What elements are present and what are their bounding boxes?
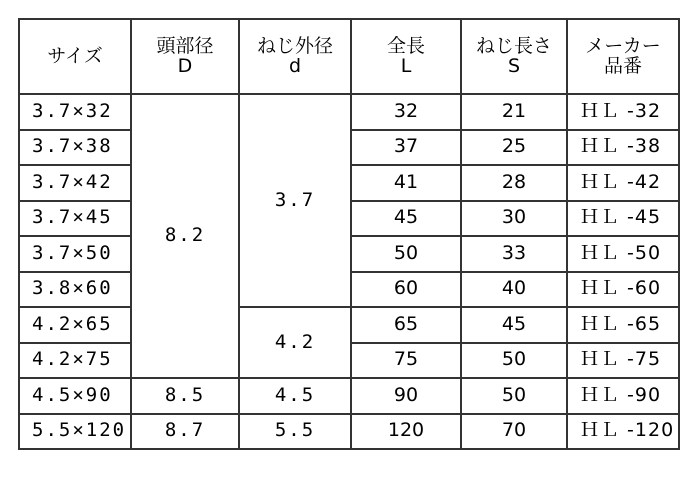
table-row: [19, 307, 679, 343]
size-cell: 3.8×60: [19, 272, 131, 308]
maker-part-cell: ＨＬ -75: [567, 343, 679, 379]
table-row: [19, 414, 679, 450]
size-cell: 3.7×42: [19, 165, 131, 201]
header-thread-diameter: ねじ外径 d: [239, 19, 351, 94]
table-row: [19, 378, 679, 414]
maker-part-cell: ＨＬ -65: [567, 307, 679, 343]
maker-part-cell: ＨＬ -45: [567, 201, 679, 237]
table-row: [19, 94, 679, 130]
header-row: [19, 19, 679, 94]
length-cell: 65: [351, 307, 461, 343]
thread-length-cell: 28: [461, 165, 567, 201]
header-maker-part: メーカー 品番: [567, 19, 679, 94]
thread-diameter-cell: 5.5: [239, 414, 351, 450]
head-diameter-cell: 8.5: [131, 378, 239, 414]
header-size: サイズ: [19, 19, 131, 94]
length-cell: 120: [351, 414, 461, 450]
size-cell: 4.2×75: [19, 343, 131, 379]
length-cell: 75: [351, 343, 461, 379]
size-cell: 4.5×90: [19, 378, 131, 414]
head-diameter-cell: 8.7: [131, 414, 239, 450]
maker-part-cell: ＨＬ -60: [567, 272, 679, 308]
length-cell: 32: [351, 94, 461, 130]
thread-length-cell: 40: [461, 272, 567, 308]
maker-part-cell: ＨＬ -90: [567, 378, 679, 414]
thread-length-cell: 45: [461, 307, 567, 343]
length-cell: 41: [351, 165, 461, 201]
maker-part-cell: ＨＬ -50: [567, 236, 679, 272]
size-cell: 3.7×32: [19, 94, 131, 130]
thread-diameter-cell: 3.7: [239, 94, 351, 307]
maker-part-cell: ＨＬ -42: [567, 165, 679, 201]
maker-part-cell: ＨＬ -38: [567, 130, 679, 166]
header-head-diameter: 頭部径 D: [131, 19, 239, 94]
thread-length-cell: 33: [461, 236, 567, 272]
size-cell: 3.7×38: [19, 130, 131, 166]
size-cell: 5.5×120: [19, 414, 131, 450]
header-thread-length: ねじ長さ S: [461, 19, 567, 94]
maker-part-cell: ＨＬ -120: [567, 414, 679, 450]
head-diameter-cell: 8.2: [131, 94, 239, 378]
thread-length-cell: 50: [461, 343, 567, 379]
size-cell: 3.7×45: [19, 201, 131, 237]
thread-diameter-cell: 4.5: [239, 378, 351, 414]
size-cell: 3.7×50: [19, 236, 131, 272]
thread-diameter-cell: 4.2: [239, 307, 351, 378]
thread-length-cell: 50: [461, 378, 567, 414]
thread-length-cell: 25: [461, 130, 567, 166]
length-cell: 45: [351, 201, 461, 237]
length-cell: 50: [351, 236, 461, 272]
size-cell: 4.2×65: [19, 307, 131, 343]
maker-part-cell: ＨＬ -32: [567, 94, 679, 130]
length-cell: 90: [351, 378, 461, 414]
spec-table: [18, 18, 680, 450]
length-cell: 60: [351, 272, 461, 308]
thread-length-cell: 70: [461, 414, 567, 450]
header-length: 全長 L: [351, 19, 461, 94]
thread-length-cell: 30: [461, 201, 567, 237]
thread-length-cell: 21: [461, 94, 567, 130]
length-cell: 37: [351, 130, 461, 166]
